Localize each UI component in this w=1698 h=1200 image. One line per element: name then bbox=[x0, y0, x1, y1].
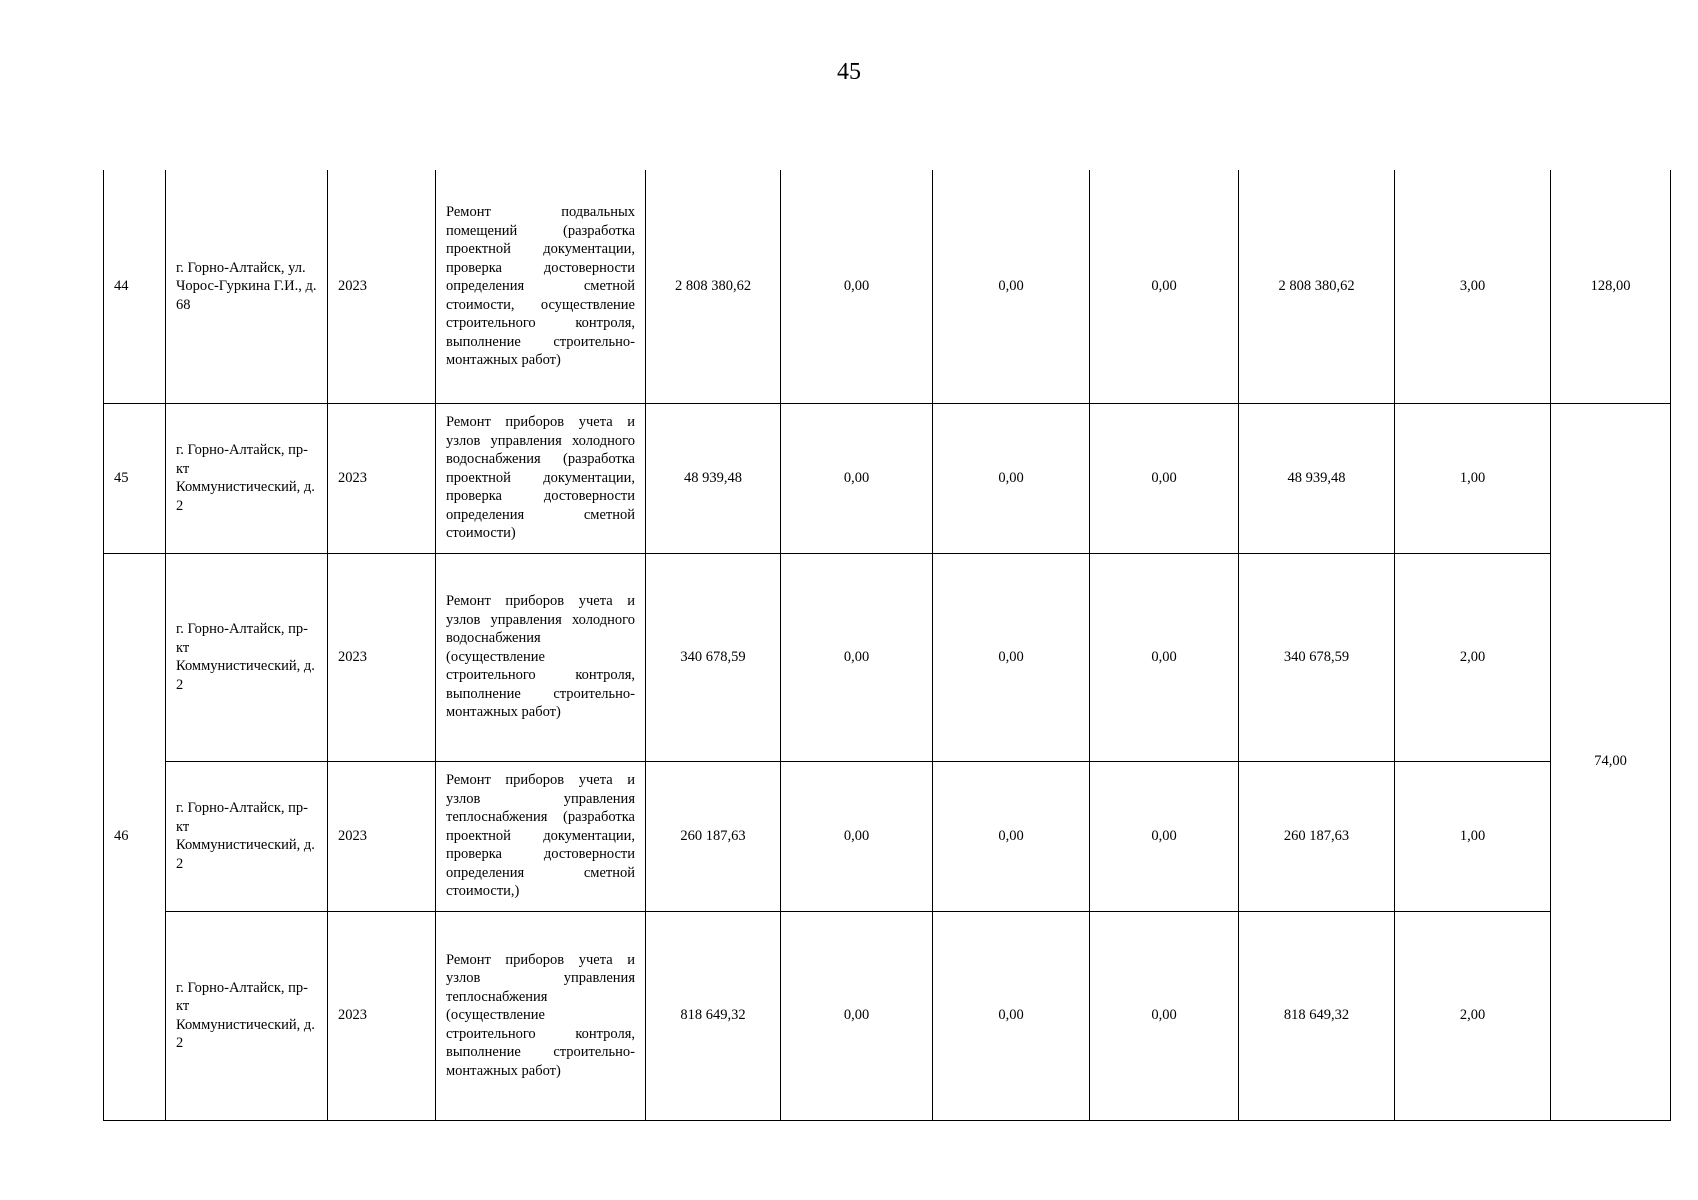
value-cell: 0,00 bbox=[781, 911, 933, 1120]
fund-cost-cell: 2 808 380,62 bbox=[1239, 170, 1395, 403]
value-cell: 0,00 bbox=[1090, 911, 1239, 1120]
address-cell: г. Горно-Алтайск, пр-кт Коммунистический, д. 2 bbox=[166, 911, 328, 1120]
row-number: 46 bbox=[104, 553, 166, 1120]
last-value-cell: 128,00 bbox=[1551, 170, 1671, 403]
year-cell: 2023 bbox=[328, 170, 436, 403]
value-cell: 0,00 bbox=[1090, 403, 1239, 553]
units-cell: 2,00 bbox=[1395, 553, 1551, 761]
table-row bbox=[104, 170, 1671, 403]
value-cell: 0,00 bbox=[933, 761, 1090, 911]
table-row bbox=[104, 403, 1671, 553]
row-number: 45 bbox=[104, 403, 166, 553]
units-cell: 3,00 bbox=[1395, 170, 1551, 403]
table-row bbox=[104, 553, 1671, 761]
work-description-cell: Ремонт приборов учета и узлов управления теплоснабжения (разработка проектной документации, проверка достоверности определения сметной стоимости,) bbox=[436, 761, 646, 911]
year-cell: 2023 bbox=[328, 403, 436, 553]
table-row bbox=[104, 761, 1671, 911]
address-cell: г. Горно-Алтайск, пр-кт Коммунистический, д. 2 bbox=[166, 553, 328, 761]
work-description-cell: Ремонт приборов учета и узлов управления холодного водоснабжения (осуществление строительного контроля, выполнение строительно-монтажных работ) bbox=[436, 553, 646, 761]
page-number: 45 bbox=[837, 59, 861, 85]
value-cell: 0,00 bbox=[1090, 761, 1239, 911]
fund-cost-cell: 818 649,32 bbox=[1239, 911, 1395, 1120]
address-cell: г. Горно-Алтайск, ул. Чорос-Гуркина Г.И., д. 68 bbox=[166, 170, 328, 403]
value-cell: 0,00 bbox=[781, 553, 933, 761]
works-table bbox=[103, 170, 1671, 1121]
value-cell: 0,00 bbox=[933, 553, 1090, 761]
value-cell: 0,00 bbox=[1090, 553, 1239, 761]
work-description-cell: Ремонт подвальных помещений (разработка проектной документации, проверка достоверности определения сметной стоимости, осуществление строительного контроля, выполнение строительно-монтажных работ) bbox=[436, 170, 646, 403]
last-value-cell: 74,00 bbox=[1551, 403, 1671, 1120]
row-number: 44 bbox=[104, 170, 166, 403]
value-cell: 0,00 bbox=[933, 911, 1090, 1120]
value-cell: 0,00 bbox=[781, 761, 933, 911]
year-cell: 2023 bbox=[328, 553, 436, 761]
units-cell: 1,00 bbox=[1395, 761, 1551, 911]
value-cell: 0,00 bbox=[781, 170, 933, 403]
total-cost-cell: 340 678,59 bbox=[646, 553, 781, 761]
fund-cost-cell: 340 678,59 bbox=[1239, 553, 1395, 761]
address-cell: г. Горно-Алтайск, пр-кт Коммунистический, д. 2 bbox=[166, 403, 328, 553]
year-cell: 2023 bbox=[328, 911, 436, 1120]
fund-cost-cell: 48 939,48 bbox=[1239, 403, 1395, 553]
work-description-cell: Ремонт приборов учета и узлов управления холодного водоснабжения (разработка проектной документации, проверка достоверности определения сметной стоимости) bbox=[436, 403, 646, 553]
units-cell: 1,00 bbox=[1395, 403, 1551, 553]
fund-cost-cell: 260 187,63 bbox=[1239, 761, 1395, 911]
table-row bbox=[104, 911, 1671, 1120]
total-cost-cell: 260 187,63 bbox=[646, 761, 781, 911]
value-cell: 0,00 bbox=[933, 403, 1090, 553]
units-cell: 2,00 bbox=[1395, 911, 1551, 1120]
value-cell: 0,00 bbox=[933, 170, 1090, 403]
total-cost-cell: 818 649,32 bbox=[646, 911, 781, 1120]
work-description-cell: Ремонт приборов учета и узлов управления теплоснабжения (осуществление строительного контроля, выполнение строительно-монтажных работ) bbox=[436, 911, 646, 1120]
total-cost-cell: 48 939,48 bbox=[646, 403, 781, 553]
address-cell: г. Горно-Алтайск, пр-кт Коммунистический, д. 2 bbox=[166, 761, 328, 911]
total-cost-cell: 2 808 380,62 bbox=[646, 170, 781, 403]
value-cell: 0,00 bbox=[1090, 170, 1239, 403]
value-cell: 0,00 bbox=[781, 403, 933, 553]
year-cell: 2023 bbox=[328, 761, 436, 911]
